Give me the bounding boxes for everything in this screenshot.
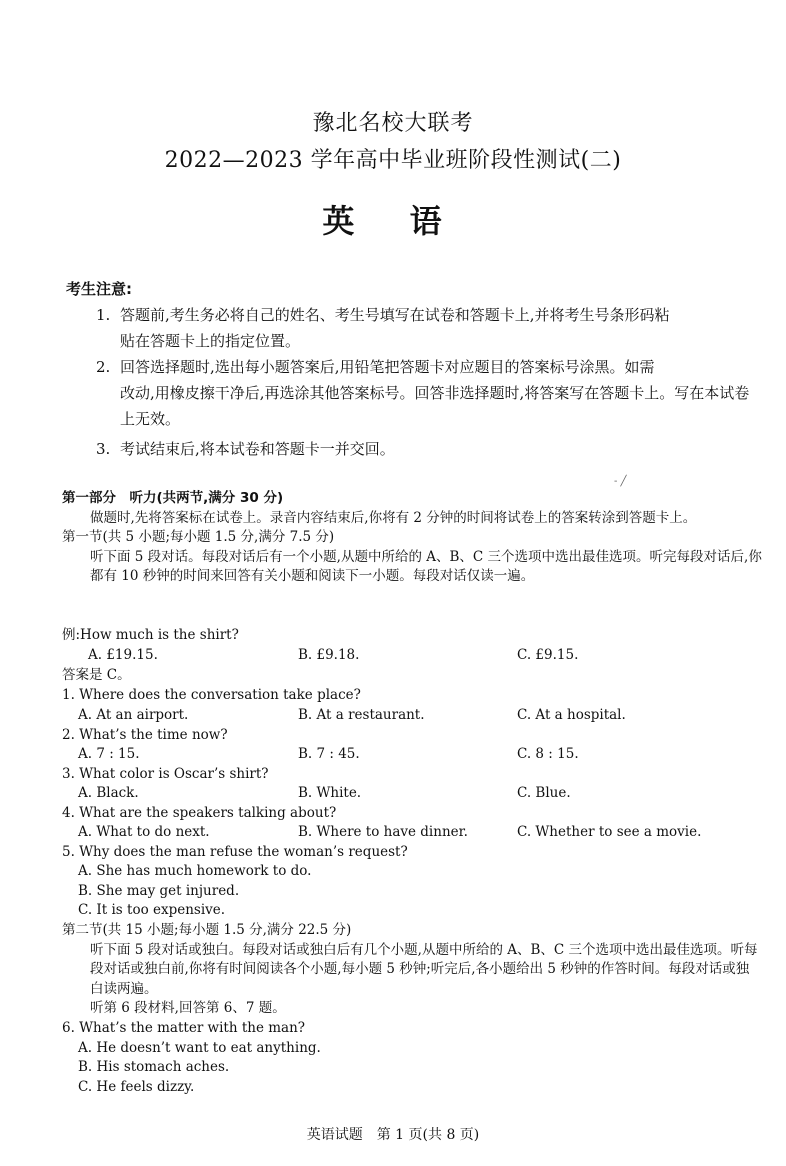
example-option-a: A. £19.15.: [88, 647, 158, 663]
question-4-option-a: A. What to do next.: [78, 824, 210, 840]
section1-heading: 第一节(共 5 小题;每小题 1.5 分,满分 7.5 分): [62, 529, 335, 546]
question-3-option-c: C. Blue.: [517, 785, 571, 801]
notice-item-number: 3.: [96, 440, 111, 458]
question-3-option-b: B. White.: [298, 785, 362, 801]
question-2-option-c: C. 8 : 15.: [517, 746, 579, 762]
question-3-option-a: A. Black.: [78, 785, 139, 801]
question-2-option-a: A. 7 : 15.: [78, 746, 140, 762]
question-5: 5. Why does the man refuse the woman’s request?: [62, 844, 408, 860]
question-1: 1. Where does the conversation take place?: [62, 687, 361, 703]
section2-listen-instruction: 听第 6 段材料,回答第 6、7 题。: [90, 1000, 286, 1017]
question-1-option-b: B. At a restaurant.: [298, 707, 425, 723]
notice-item-number: 1.: [96, 306, 111, 324]
question-6-option-a: A. He doesn’t want to eat anything.: [78, 1040, 321, 1056]
notice-item-3: [96, 436, 760, 462]
question-1-option-a: A. At an airport.: [78, 707, 189, 723]
notice-item-2: [96, 354, 760, 432]
question-6-option-b: B. His stomach aches.: [78, 1059, 230, 1075]
question-4: 4. What are the speakers talking about?: [62, 805, 337, 821]
notice-item-1: [96, 302, 760, 354]
question-5-option-c: C. It is too expensive.: [78, 902, 226, 918]
question-4-option-b: B. Where to have dinner.: [298, 824, 468, 840]
question-1-option-c: C. At a hospital.: [517, 707, 626, 723]
question-5-option-a: A. She has much homework to do.: [78, 863, 312, 879]
notice-item-text: 考试结束后,将本试卷和答题卡一并交回。: [120, 440, 395, 458]
section2-intro: 听下面 5 段对话或独白。每段对话或独白后有几个小题,从题中所给的 A、B、C 三个选项中选出最佳选项。听每段对话或独白前,你将有时间阅读各个小题,每小题 5 秒钟;听完后,各小题给出 5 秒钟的作答时间。每段对话或独白读两遍。: [90, 941, 758, 997]
section1-intro: 听下面 5 段对话。每段对话后有一个小题,从题中所给的 A、B、C 三个选项中选出最佳选项。听完每段对话后,你都有 10 秒钟的时间来回答有关小题和阅读下一小题。每段对话仅读一遍。: [90, 548, 762, 585]
question-6: 6. What’s the matter with the man?: [62, 1020, 306, 1036]
example-option-b: B. £9.18.: [298, 647, 360, 663]
listening-section: [62, 489, 762, 587]
section2-heading: 第二节(共 15 小题;每小题 1.5 分,满分 22.5 分): [62, 922, 352, 938]
notice-item-number: 2.: [96, 358, 111, 376]
notice-item-continuation: 贴在答题卡上的指定位置。: [120, 332, 301, 350]
subject-title: 英 语: [322, 202, 464, 240]
question-4-option-c: C. Whether to see a movie.: [517, 824, 702, 840]
question-2-option-b: B. 7 : 45.: [298, 746, 360, 762]
question-2: 2. What’s the time now?: [62, 727, 228, 743]
notice-item-text: 回答选择题时,选出每小题答案后,用铅笔把答题卡对应题目的答案标号涂黑。如需: [120, 358, 655, 376]
example-option-c: C. £9.15.: [517, 647, 579, 663]
exam-session-title: 2022—2023 学年高中毕业班阶段性测试(二): [164, 148, 622, 173]
example-question: 例:How much is the shirt?: [62, 627, 239, 643]
part1-intro: 做题时,先将答案标在试卷上。录音内容结束后,你将有 2 分钟的时间将试卷上的答案转涂到答题卡上。: [90, 509, 697, 526]
notice-item-continuation: 改动,用橡皮擦干净后,再选涂其他答案标号。回答非选择题时,将答案写在答题卡上。写在本试卷上无效。: [120, 384, 750, 428]
page-footer: 英语试题 第 1 页(共 8 页): [306, 1127, 480, 1143]
notice-item-text: 答题前,考生务必将自己的姓名、考生号填写在试卷和答题卡上,并将考生号条形码粘: [120, 306, 670, 324]
scan-mark: - ╱: [614, 476, 627, 487]
notice-heading: 考生注意:: [66, 280, 132, 298]
question-6-option-c: C. He feels dizzy.: [78, 1079, 195, 1095]
part1-heading: 第一部分 听力(共两节,满分 30 分): [62, 490, 284, 506]
question-3: 3. What color is Oscar’s shirt?: [62, 766, 269, 782]
exam-organizer-title: 豫北名校大联考: [312, 111, 474, 136]
section2: [62, 921, 762, 1019]
question-5-option-b: B. She may get injured.: [78, 883, 240, 899]
example-answer: 答案是 C。: [62, 667, 131, 683]
